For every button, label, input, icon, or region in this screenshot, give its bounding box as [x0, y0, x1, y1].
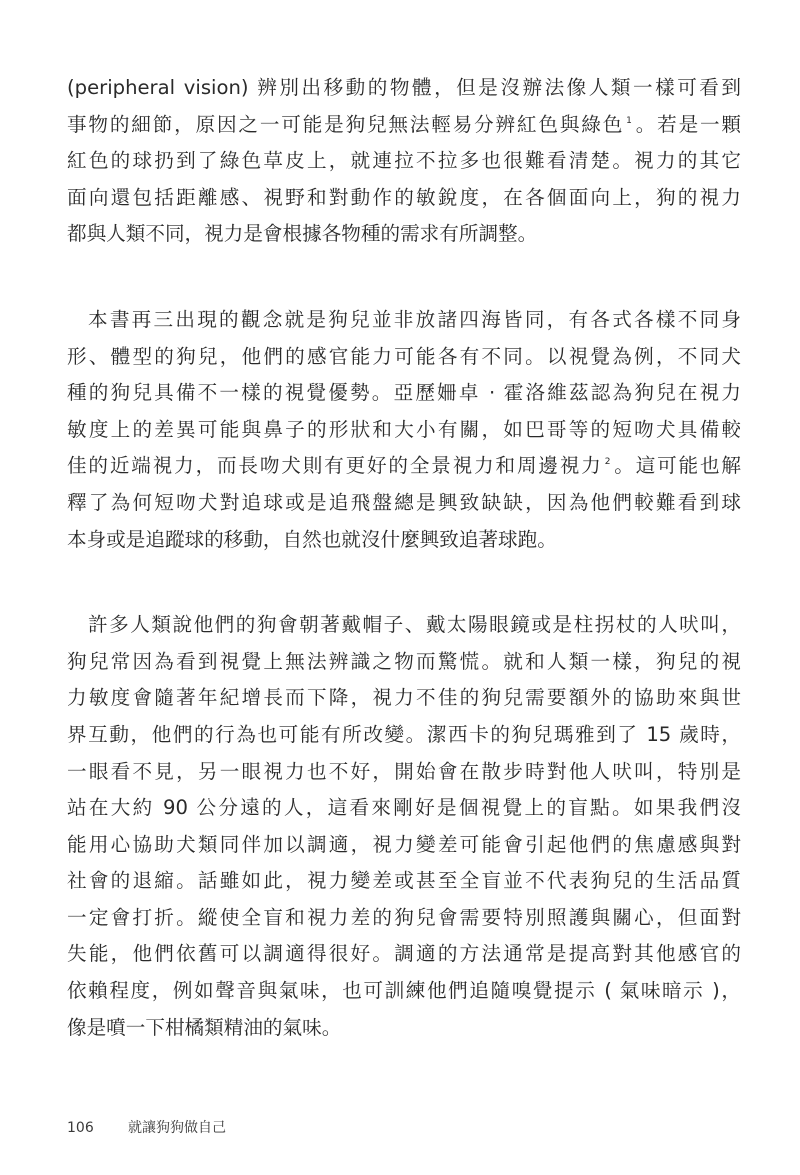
- paragraph-2: [67, 302, 741, 558]
- text-line: 界互動，他們的行為也可能有所改變。潔西卡的狗兒瑪雅到了 15 歲時，: [67, 722, 741, 746]
- text-segment: 。若是一顆: [633, 112, 742, 136]
- text-line: 都與人類不同，視力是會根據各物種的需求有所調整。: [67, 222, 538, 246]
- text-line: 一定會打折。縱使全盲和視力差的狗兒會需要特別照護與關心，但面對: [67, 905, 741, 929]
- text-line: 許多人類說他們的狗會朝著戴帽子、戴太陽眼鏡或是柱拐杖的人吠叫，: [88, 613, 741, 637]
- paragraph-1: [67, 70, 741, 253]
- text-line: 社會的退縮。話雖如此，視力變差或甚至全盲並不代表狗兒的生活品質: [67, 869, 741, 893]
- text-line: 形、體型的狗兒，他們的感官能力可能各有不同。以視覺為例，不同犬: [67, 344, 741, 368]
- text-line: 狗兒常因為看到視覺上無法辨識之物而驚慌。就和人類一樣，狗兒的視: [67, 649, 741, 673]
- text-line: [67, 448, 741, 485]
- book-title: 就讓狗狗做自己: [128, 1120, 226, 1136]
- text-line: [67, 107, 741, 144]
- text-line: 種的狗兒具備不一樣的視覺優勢。亞歷姍卓 · 霍洛維茲認為狗兒在視力: [67, 381, 741, 405]
- text-line: 依賴程度，例如聲音與氣味，也可訓練他們追隨嗅覺提示 ( 氣味暗示 )，: [67, 979, 741, 1003]
- text-line: 敏度上的差異可能與鼻子的形狀和大小有關，如巴哥等的短吻犬具備較: [67, 417, 741, 441]
- footnote-ref-2: 2: [604, 457, 611, 468]
- text-line: 面向還包括距離感、視野和對動作的敏銳度，在各個面向上，狗的視力: [67, 185, 741, 209]
- text-line: 紅色的球扔到了綠色草皮上，就連拉不拉多也很難看清楚。視力的其它: [67, 149, 741, 173]
- text-line: 釋了為何短吻犬對追球或是追飛盤總是興致缺缺，因為他們較難看到球: [67, 490, 741, 514]
- text-line: 能用心協助犬類同伴加以調適，視力變差可能會引起他們的焦慮感與對: [67, 832, 741, 856]
- text-segment: 佳的近端視力，而長吻犬則有更好的全景視力和周邊視力: [67, 454, 603, 478]
- footnote-ref-1: 1: [626, 115, 632, 126]
- body-text: [67, 70, 741, 1095]
- text-line: 本身或是追蹤球的移動，自然也就沒什麼興致追著球跑。: [67, 527, 557, 551]
- text-line: 站在大約 90 公分遠的人，這看來剛好是個視覺上的盲點。如果我們沒: [67, 796, 741, 820]
- text-line: 本書再三出現的觀念就是狗兒並非放諸四海皆同，有各式各樣不同身: [88, 307, 741, 331]
- text-line: 失能，他們依舊可以調適得很好。調適的方法通常是提高對其他感官的: [67, 942, 741, 966]
- page-footer: [67, 1117, 226, 1137]
- text-segment: 。這可能也解: [612, 454, 742, 478]
- paragraph-3: [67, 607, 741, 1046]
- text-segment: 事物的細節，原因之一可能是狗兒無法輕易分辨紅色與綠色: [67, 112, 625, 136]
- text-line: 像是噴一下柑橘類精油的氣味。: [67, 1015, 342, 1039]
- page-number: 106: [67, 1120, 94, 1136]
- text-line: 力敏度會隨著年紀增長而下降，視力不佳的狗兒需要額外的協助來與世: [67, 686, 741, 710]
- text-line: 一眼看不見，另一眼視力也不好，開始會在散步時對他人吠叫，特別是: [67, 759, 741, 783]
- text-line: (peripheral vision) 辨別出移動的物體，但是沒辦法像人類一樣可看到: [67, 76, 741, 99]
